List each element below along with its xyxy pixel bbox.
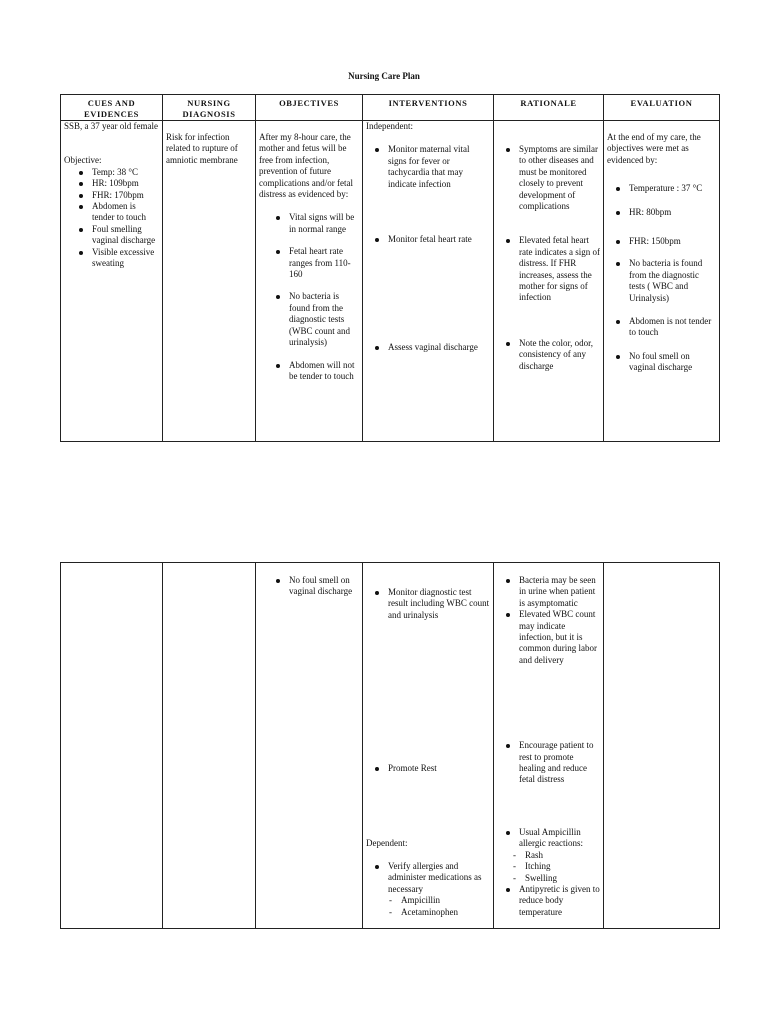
objective-item: Vital signs will be in normal range xyxy=(289,212,359,235)
cell-evaluation-continued xyxy=(604,563,720,929)
evaluation-item: No bacteria is found from the diagnostic tests ( WBC and Urinalysis) xyxy=(629,258,716,304)
cue-item: HR: 109bpm xyxy=(92,178,159,189)
evaluation-intro: At the end of my care, the objectives were met as evidenced by: xyxy=(607,132,701,165)
cues-intro: SSB, a 37 year old female xyxy=(64,121,158,131)
objective-item: No bacteria is found from the diagnostic tests (WBC count and urinalysis) xyxy=(289,291,359,348)
cell-cues xyxy=(61,121,163,442)
rationale-item: Usual Ampicillin allergic reactions: xyxy=(519,827,600,850)
objective-item: Fetal heart rate ranges from 110-160 xyxy=(289,246,359,280)
intervention-item: Promote Rest xyxy=(388,763,490,774)
cue-item: Visible excessive sweating xyxy=(92,247,159,270)
intervention-item: Monitor maternal vital signs for fever or tachycardia that may indicate infection xyxy=(388,144,490,190)
evaluation-item: HR: 80bpm xyxy=(629,207,716,218)
cell-interventions-continued xyxy=(363,563,494,929)
evaluation-item: No foul smell on vaginal discharge xyxy=(629,351,716,374)
cell-evaluation xyxy=(604,121,720,442)
cell-objectives xyxy=(256,121,363,442)
header-rationale: RATIONALE xyxy=(494,95,604,121)
cell-diagnosis-continued xyxy=(163,563,256,929)
cell-rationale-continued xyxy=(494,563,604,929)
cell-cues-continued xyxy=(61,563,163,929)
rationale-item: Elevated fetal heart rate indicates a sign of distress. If FHR increases, assess the mother for signs of infection xyxy=(519,235,600,303)
cell-rationale xyxy=(494,121,604,442)
cues-objective-label: Objective: xyxy=(64,155,102,166)
rationale-item: Symptoms are similar to other diseases and must be monitored closely to prevent development of complications xyxy=(519,144,598,212)
medication-item: - Acetaminophen xyxy=(401,907,490,918)
diagnosis-text: Risk for infection related to rupture of amniotic membrane xyxy=(166,132,238,165)
medication-item: - Ampicillin xyxy=(401,895,490,906)
reaction-item: - Swelling xyxy=(525,873,600,884)
evaluation-item: Abdomen is not tender to touch xyxy=(629,316,716,339)
objective-item: Abdomen will not be tender to touch xyxy=(289,360,359,383)
care-plan-table-1 xyxy=(60,94,720,442)
reaction-item: - Rash xyxy=(525,850,600,861)
cell-objectives-continued xyxy=(256,563,363,929)
reaction-item: - Itching xyxy=(525,861,600,872)
cue-item: Foul smelling vaginal discharge xyxy=(92,224,159,247)
intervention-item: Verify allergies and administer medications as necessary xyxy=(388,861,490,895)
cell-interventions xyxy=(363,121,494,442)
cue-item: FHR: 170bpm xyxy=(92,190,159,201)
cue-item: Temp: 38 °C xyxy=(92,167,159,178)
header-cues: CUES AND EVIDENCES xyxy=(61,95,163,121)
header-evaluation: EVALUATION xyxy=(604,95,720,121)
intervention-item: Assess vaginal discharge xyxy=(388,342,490,353)
rationale-item: Bacteria may be seen in urine when patient is asymptomatic xyxy=(519,575,600,609)
evaluation-item: Temperature : 37 °C xyxy=(629,183,716,194)
cue-item: Abdomen is tender to touch xyxy=(92,201,159,224)
interventions-dependent-label: Dependent: xyxy=(366,837,408,848)
intervention-item: Monitor diagnostic test result including WBC count and urinalysis xyxy=(388,587,490,620)
intervention-item: Monitor fetal heart rate xyxy=(388,234,490,245)
objective-item: No foul smell on vaginal discharge xyxy=(289,575,359,598)
header-interventions: INTERVENTIONS xyxy=(363,95,494,121)
evaluation-item: FHR: 150bpm xyxy=(629,236,716,247)
rationale-item: Elevated WBC count may indicate infection, but it is common during labor and delivery xyxy=(519,609,600,666)
objectives-intro: After my 8-hour care, the mother and fetus will be free from infection, prevention of future complications and/or fetal distress as evidenced by: xyxy=(259,132,353,200)
care-plan-table-2 xyxy=(60,562,720,929)
rationale-item: Antipyretic is given to reduce body temperature xyxy=(519,883,600,917)
page-title: Nursing Care Plan xyxy=(348,71,420,81)
header-objectives: OBJECTIVES xyxy=(256,95,363,121)
cell-diagnosis xyxy=(163,121,256,442)
header-diagnosis: NURSING DIAGNOSIS xyxy=(163,95,256,121)
interventions-independent-label: Independent: xyxy=(366,121,413,131)
rationale-item: Encourage patient to rest to promote healing and reduce fetal distress xyxy=(519,740,600,786)
rationale-item: Note the color, odor, consistency of any discharge xyxy=(519,338,600,372)
